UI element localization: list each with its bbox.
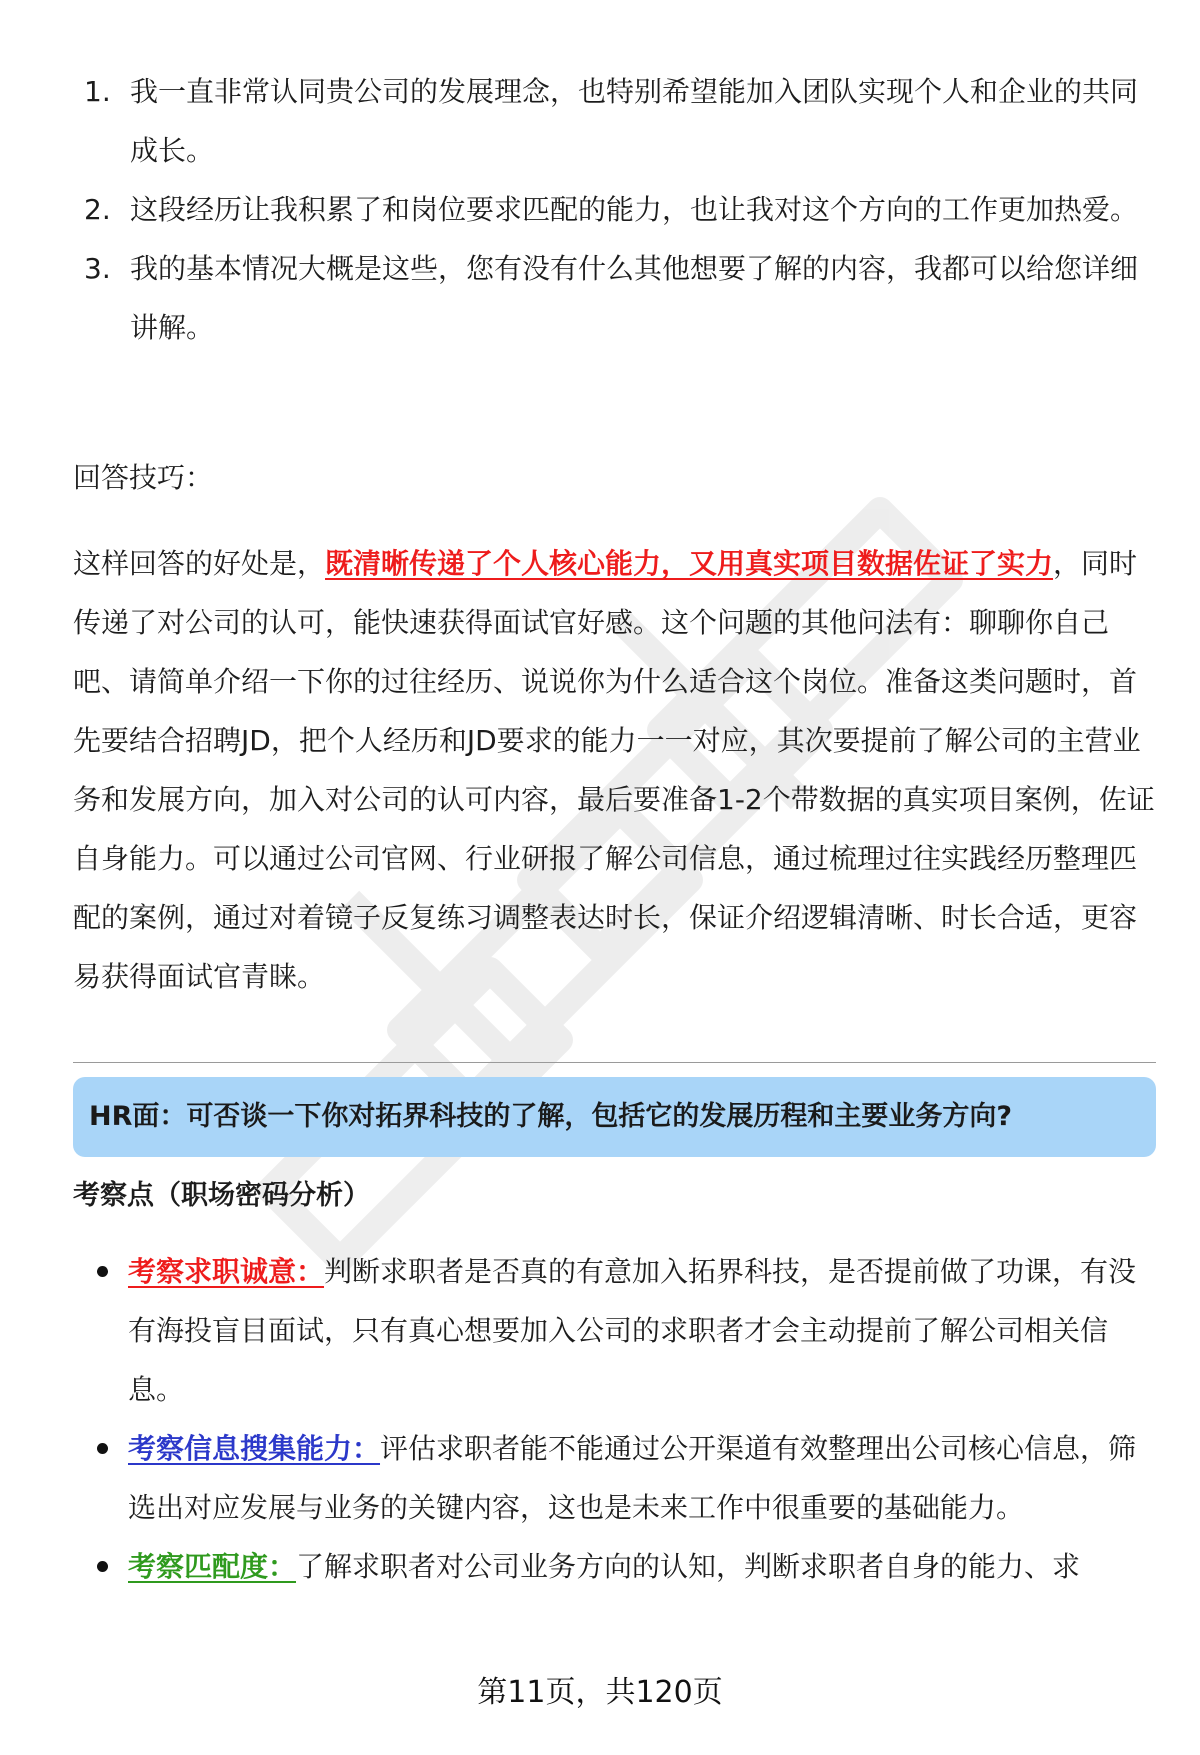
bullet-dot [97, 1266, 108, 1277]
bullet-text: 了解求职者对公司业务方向的认知，判断求职者自身的能力、求 [296, 1550, 1081, 1583]
section-divider [73, 1062, 1156, 1063]
bullet-key: 考察求职诚意： [128, 1255, 325, 1288]
bullet-text: 评估求职者能不能通过公开渠道有效整理出公司核心信息，筛选出对应发展与业务的关键内容，这也是未来工作中很重要的基础能力。 [128, 1432, 1137, 1524]
hr-question-box [73, 1077, 1156, 1157]
paragraph-prefix: 这样回答的好处是， [73, 547, 326, 580]
bullet-dot [97, 1561, 108, 1572]
bullet-dot [97, 1443, 108, 1454]
list-item [82, 62, 1162, 180]
list-number: 2. [84, 193, 111, 226]
bullet-key: 考察匹配度： [128, 1550, 297, 1583]
bullet-item [93, 1419, 1153, 1537]
bullet-item [93, 1537, 1153, 1596]
list-item-text: 我一直非常认同贵公司的发展理念，也特别希望能加入团队实现个人和企业的共同成长。 [130, 75, 1139, 167]
list-item-text: 这段经历让我积累了和岗位要求匹配的能力，也让我对这个方向的工作更加热爱。 [130, 193, 1139, 226]
bullet-key: 考察信息搜集能力： [128, 1432, 381, 1465]
bullet-item [93, 1242, 1153, 1419]
tips-paragraph [73, 534, 1158, 1006]
tips-label: 回答技巧： [73, 461, 214, 494]
list-number: 1. [84, 75, 111, 108]
bullet-list [93, 1242, 1153, 1596]
hr-question-text: HR面：可否谈一下你对拓界科技的了解，包括它的发展历程和主要业务方向? [89, 1101, 1013, 1132]
list-number: 3. [84, 252, 111, 285]
bullet-text: 判断求职者是否真的有意加入拓界科技，是否提前做了功课，有没有海投盲目面试，只有真心想要加入公司的求职者才会主动提前了解公司相关信息。 [128, 1255, 1137, 1406]
list-item [82, 239, 1162, 357]
section-heading: 考察点（职场密码分析） [73, 1180, 370, 1211]
highlighted-text: 既清晰传递了个人核心能力，又用真实项目数据佐证了实力 [325, 547, 1054, 580]
numbered-list [82, 62, 1162, 357]
list-item-text: 我的基本情况大概是这些，您有没有什么其他想要了解的内容，我都可以给您详细讲解。 [130, 252, 1139, 344]
list-item [82, 180, 1162, 239]
page-number: 第11页，共120页 [477, 1675, 723, 1710]
paragraph-body: ，同时传递了对公司的认可，能快速获得面试官好感。这个问题的其他问法有：聊聊你自己吧、请简单介绍一下你的过往经历、说说你为什么适合这个岗位。准备这类问题时，首先要结合招聘JD，把个人经历和JD要求的能力一一对应，其次要提前了解公司的主营业务和发展方向，加入对公司的认可内容，最后要准备1-2个带数据的真实项目案例，佐证自身能力。可以通过公司官网、行业研报了解公司信息，通过梳理过往实践经历整理匹配的案例，通过对着镜子反复练习调整表达时长，保证介绍逻辑清晰、时长合适，更容易获得面试官青睐。 [73, 547, 1155, 993]
